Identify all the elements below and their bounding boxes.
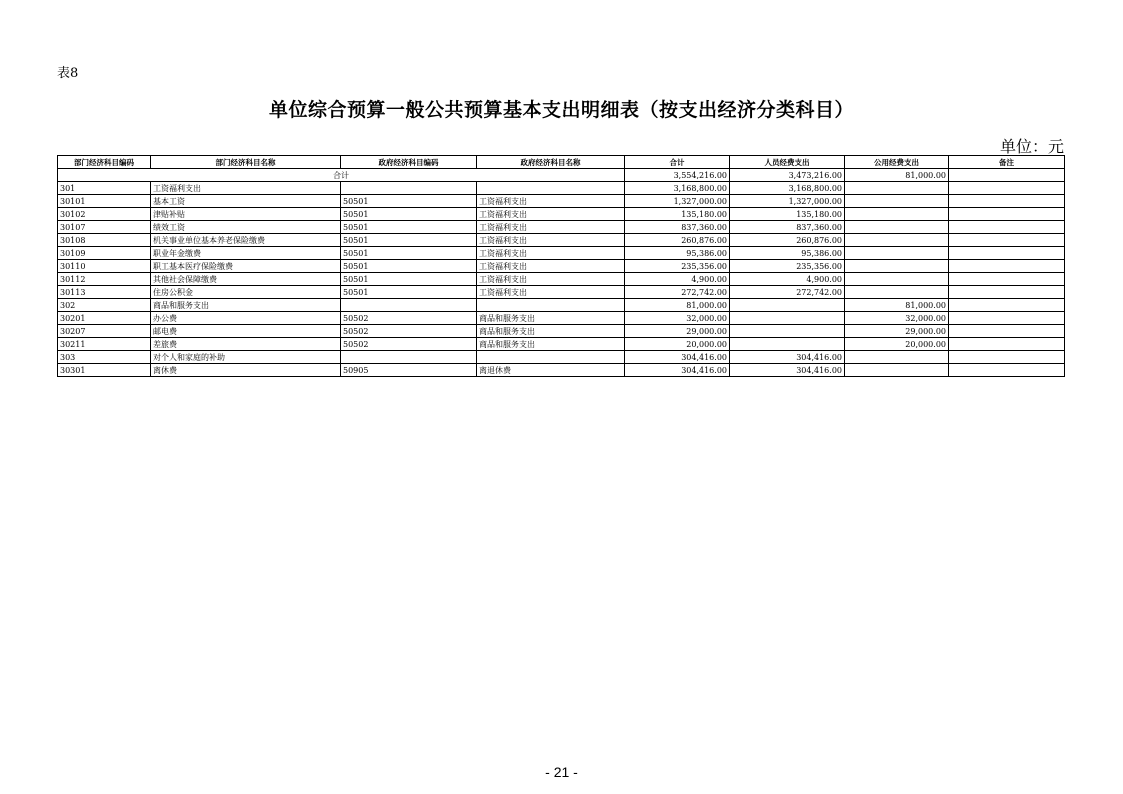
unit-label: 单位：元: [999, 137, 1064, 156]
cell-public: [845, 273, 949, 286]
cell-dept-name: 职业年金缴费: [151, 247, 341, 260]
cell-dept-name: 商品和服务支出: [151, 299, 341, 312]
cell-public: [845, 286, 949, 299]
cell-personnel: 235,356.00: [730, 260, 845, 273]
cell-dept-name: 对个人和家庭的补助: [151, 351, 341, 364]
cell-note: [949, 260, 1065, 273]
cell-personnel: 135,180.00: [730, 208, 845, 221]
cell-public: 20,000.00: [845, 338, 949, 351]
cell-total: 304,416.00: [625, 351, 730, 364]
header-public: 公用经费支出: [845, 156, 949, 169]
table-row: [58, 208, 1065, 221]
cell-note: [949, 351, 1065, 364]
table-row: [58, 325, 1065, 338]
total-total: 3,554,216.00: [625, 169, 730, 182]
cell-dept-name: 职工基本医疗保险缴费: [151, 260, 341, 273]
cell-note: [949, 182, 1065, 195]
cell-dept-code: 30207: [58, 325, 151, 338]
cell-gov-code: 50905: [341, 364, 477, 377]
cell-dept-name: 邮电费: [151, 325, 341, 338]
cell-note: [949, 273, 1065, 286]
total-label: 合计: [58, 169, 625, 182]
cell-personnel: 1,327,000.00: [730, 195, 845, 208]
cell-dept-code: 30108: [58, 234, 151, 247]
cell-public: 29,000.00: [845, 325, 949, 338]
cell-gov-name: 商品和服务支出: [477, 338, 625, 351]
header-gov-name: 政府经济科目名称: [477, 156, 625, 169]
header-total: 合计: [625, 156, 730, 169]
cell-personnel: 304,416.00: [730, 351, 845, 364]
cell-dept-code: 30102: [58, 208, 151, 221]
cell-public: [845, 351, 949, 364]
cell-dept-code: 30110: [58, 260, 151, 273]
cell-note: [949, 299, 1065, 312]
cell-gov-code: 50502: [341, 325, 477, 338]
cell-personnel: 260,876.00: [730, 234, 845, 247]
table-row: [58, 247, 1065, 260]
cell-personnel: 95,386.00: [730, 247, 845, 260]
cell-total: 4,900.00: [625, 273, 730, 286]
cell-personnel: [730, 312, 845, 325]
cell-note: [949, 247, 1065, 260]
cell-total: 1,327,000.00: [625, 195, 730, 208]
cell-public: [845, 234, 949, 247]
cell-gov-name: [477, 351, 625, 364]
cell-gov-code: [341, 299, 477, 312]
cell-dept-name: 津贴补贴: [151, 208, 341, 221]
cell-public: [845, 260, 949, 273]
cell-gov-code: 50501: [341, 273, 477, 286]
cell-personnel: 837,360.00: [730, 221, 845, 234]
cell-gov-code: 50501: [341, 247, 477, 260]
table-row: [58, 312, 1065, 325]
table-row: [58, 338, 1065, 351]
cell-personnel: 304,416.00: [730, 364, 845, 377]
cell-dept-code: 30113: [58, 286, 151, 299]
cell-total: 837,360.00: [625, 221, 730, 234]
table-row: [58, 364, 1065, 377]
table-row: [58, 299, 1065, 312]
table-row: [58, 260, 1065, 273]
cell-dept-code: 302: [58, 299, 151, 312]
cell-total: 304,416.00: [625, 364, 730, 377]
cell-personnel: [730, 338, 845, 351]
total-public: 81,000.00: [845, 169, 949, 182]
header-dept-name: 部门经济科目名称: [151, 156, 341, 169]
cell-dept-name: 工资福利支出: [151, 182, 341, 195]
cell-gov-name: 工资福利支出: [477, 247, 625, 260]
cell-note: [949, 221, 1065, 234]
cell-gov-code: 50501: [341, 208, 477, 221]
cell-gov-code: 50501: [341, 234, 477, 247]
cell-total: 260,876.00: [625, 234, 730, 247]
cell-public: [845, 247, 949, 260]
cell-gov-name: 商品和服务支出: [477, 312, 625, 325]
cell-note: [949, 312, 1065, 325]
cell-total: 235,356.00: [625, 260, 730, 273]
table-row: [58, 182, 1065, 195]
cell-total: 29,000.00: [625, 325, 730, 338]
cell-gov-name: 工资福利支出: [477, 208, 625, 221]
cell-gov-name: [477, 299, 625, 312]
cell-gov-name: 工资福利支出: [477, 195, 625, 208]
cell-gov-name: 工资福利支出: [477, 286, 625, 299]
table-row: [58, 273, 1065, 286]
cell-public: [845, 221, 949, 234]
cell-gov-name: [477, 182, 625, 195]
cell-total: 95,386.00: [625, 247, 730, 260]
cell-public: 81,000.00: [845, 299, 949, 312]
table-header-row: [58, 156, 1065, 169]
table-row: [58, 351, 1065, 364]
cell-dept-code: 303: [58, 351, 151, 364]
budget-table: [57, 155, 1065, 377]
cell-gov-name: 工资福利支出: [477, 273, 625, 286]
cell-dept-name: 其他社会保障缴费: [151, 273, 341, 286]
cell-personnel: 4,900.00: [730, 273, 845, 286]
cell-note: [949, 234, 1065, 247]
total-personnel: 3,473,216.00: [730, 169, 845, 182]
total-row: [58, 169, 1065, 182]
cell-dept-name: 住房公积金: [151, 286, 341, 299]
cell-public: 32,000.00: [845, 312, 949, 325]
cell-dept-code: 30201: [58, 312, 151, 325]
cell-dept-code: 30211: [58, 338, 151, 351]
cell-total: 3,168,800.00: [625, 182, 730, 195]
cell-dept-code: 301: [58, 182, 151, 195]
total-note: [949, 169, 1065, 182]
cell-gov-code: 50502: [341, 338, 477, 351]
cell-gov-code: 50501: [341, 286, 477, 299]
cell-gov-code: [341, 182, 477, 195]
table-label: 表8: [57, 66, 79, 81]
cell-dept-name: 绩效工资: [151, 221, 341, 234]
cell-total: 135,180.00: [625, 208, 730, 221]
cell-public: [845, 182, 949, 195]
cell-gov-code: 50502: [341, 312, 477, 325]
cell-dept-name: 基本工资: [151, 195, 341, 208]
cell-note: [949, 338, 1065, 351]
cell-gov-code: 50501: [341, 195, 477, 208]
cell-public: [845, 208, 949, 221]
document-title: 单位综合预算一般公共预算基本支出明细表（按支出经济分类科目）: [268, 99, 854, 121]
cell-gov-name: 离退休费: [477, 364, 625, 377]
cell-dept-code: 30101: [58, 195, 151, 208]
header-gov-code: 政府经济科目编码: [341, 156, 477, 169]
cell-total: 20,000.00: [625, 338, 730, 351]
cell-gov-name: 商品和服务支出: [477, 325, 625, 338]
cell-dept-code: 30112: [58, 273, 151, 286]
cell-gov-name: 工资福利支出: [477, 234, 625, 247]
cell-dept-name: 离休费: [151, 364, 341, 377]
cell-dept-code: 30301: [58, 364, 151, 377]
cell-gov-code: 50501: [341, 221, 477, 234]
cell-public: [845, 195, 949, 208]
cell-personnel: [730, 299, 845, 312]
table-row: [58, 286, 1065, 299]
cell-personnel: 272,742.00: [730, 286, 845, 299]
cell-note: [949, 325, 1065, 338]
cell-personnel: 3,168,800.00: [730, 182, 845, 195]
cell-dept-name: 机关事业单位基本养老保险缴费: [151, 234, 341, 247]
cell-dept-code: 30107: [58, 221, 151, 234]
cell-gov-name: 工资福利支出: [477, 260, 625, 273]
cell-gov-name: 工资福利支出: [477, 221, 625, 234]
cell-dept-name: 办公费: [151, 312, 341, 325]
cell-public: [845, 364, 949, 377]
cell-dept-name: 差旅费: [151, 338, 341, 351]
cell-note: [949, 364, 1065, 377]
cell-dept-code: 30109: [58, 247, 151, 260]
cell-total: 81,000.00: [625, 299, 730, 312]
table-row: [58, 234, 1065, 247]
cell-total: 32,000.00: [625, 312, 730, 325]
page-number: - 21 -: [545, 764, 578, 780]
table-row: [58, 195, 1065, 208]
header-note: 备注: [949, 156, 1065, 169]
cell-total: 272,742.00: [625, 286, 730, 299]
table-row: [58, 221, 1065, 234]
cell-gov-code: [341, 351, 477, 364]
cell-personnel: [730, 325, 845, 338]
header-personnel: 人员经费支出: [730, 156, 845, 169]
cell-note: [949, 195, 1065, 208]
cell-gov-code: 50501: [341, 260, 477, 273]
header-dept-code: 部门经济科目编码: [58, 156, 151, 169]
cell-note: [949, 208, 1065, 221]
cell-note: [949, 286, 1065, 299]
